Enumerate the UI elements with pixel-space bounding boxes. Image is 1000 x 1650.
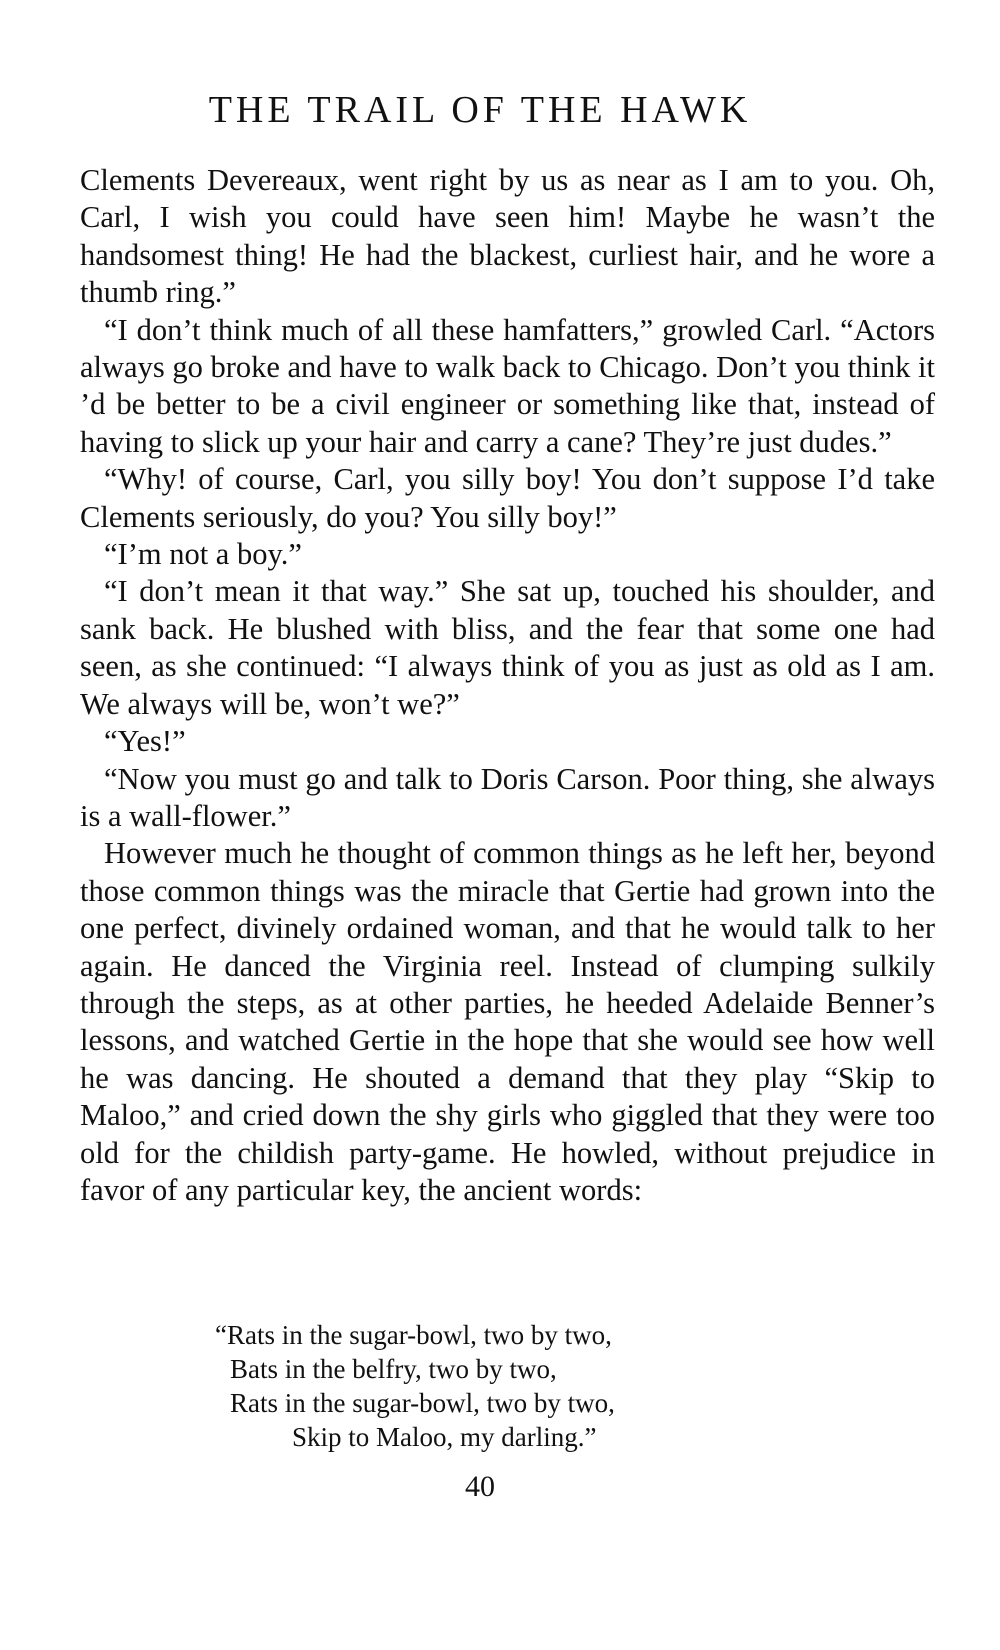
paragraph-5: “I don’t mean it that way.” She sat up, touched his shoulder, and sank back. He blushed with bliss, and the fear that some one had seen, as she continued: “I always think of you as just as old as I am. We always will be, won’t we?” — [80, 574, 935, 721]
paragraph-8: However much he thought of common things as he left her, beyond those common things was the miracle that Gertie had grown into the one perfect, divinely ordained woman, and that he would talk to her again. He danced the Virginia reel. Instead of clumping sulkily through the steps, as at other parties, he heeded Adelaide Benner’s lessons, and watched Gertie in the hope that she would see how well he was dancing. He shouted a demand that they play “Skip to Maloo,” and cried down the shy girls who giggled that they were too old for the childish party-game. He howled, without prejudice in favor of any particular key, the ancient words: — [80, 836, 935, 1207]
paragraph-6: “Yes!” — [104, 724, 186, 759]
paragraph-2: “I don’t think much of all these hamfatters,” growled Carl. “Actors always go broke and have to walk back to Chicago. Don’t you think it ’d be better to be a civil engineer or something like that, instead of having to slick up your hair and carry a cane? They’re just dudes.” — [80, 312, 935, 459]
paragraph-7: “Now you must go and talk to Doris Carson. Poor thing, she always is a wall-flower.” — [80, 761, 935, 833]
paragraph-4: “I’m not a boy.” — [104, 537, 302, 572]
verse-line-2: Bats in the belfry, two by two, — [230, 1354, 557, 1384]
paragraph-3: “Why! of course, Carl, you silly boy! You don’t suppose I’d take Clements seriously, do you? You silly boy!” — [80, 462, 935, 534]
verse-line-1: “Rats in the sugar-bowl, two by two, — [215, 1320, 612, 1350]
body-text — [80, 162, 935, 1209]
paragraph-1: Clements Devereaux, went right by us as near as I am to you. Oh, Carl, I wish you could have seen him! Maybe he wasn’t the handsomest thing! He had the blackest, curliest hair, and he wore a thumb ring.” — [80, 163, 935, 310]
running-header: THE TRAIL OF THE HAWK — [208, 89, 752, 131]
page-number: 40 — [465, 1470, 495, 1503]
verse-line-4: Skip to Maloo, my darling.” — [292, 1422, 597, 1452]
verse-line-3: Rats in the sugar-bowl, two by two, — [230, 1388, 615, 1418]
